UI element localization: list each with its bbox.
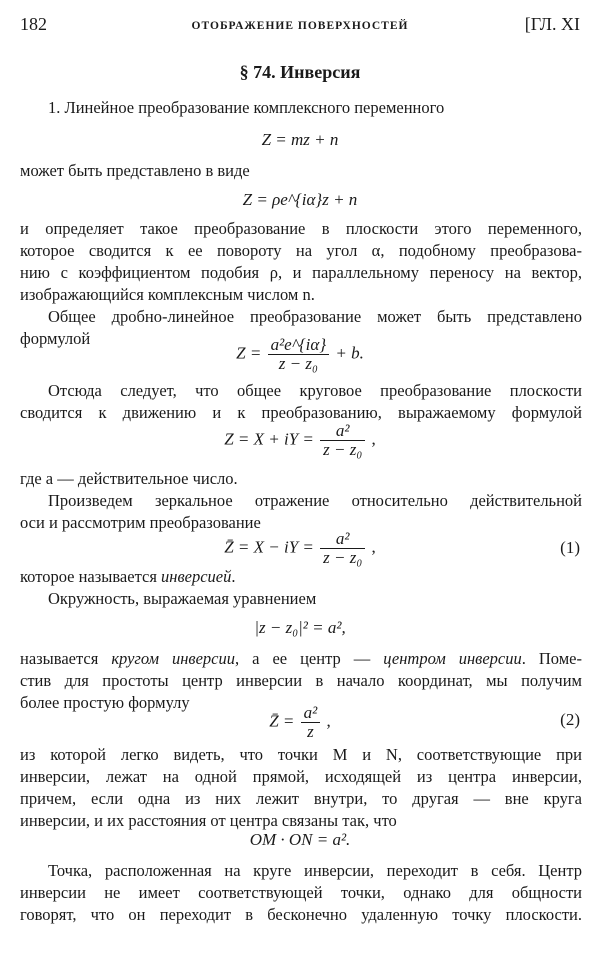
formula-text: Z = mz + n [261, 130, 339, 149]
paragraph-11 [20, 744, 582, 832]
fraction [320, 530, 365, 567]
paragraph-9 [20, 588, 582, 610]
page-number: 182 [20, 14, 47, 34]
text-line: 1. Линейное преобразование комплексного переменного [48, 98, 445, 117]
formula-lhs: Z = [236, 343, 262, 363]
text-line: Произведем зеркальное отражение относительно действительной [48, 491, 582, 510]
text-line: стив для простоты центр инверсии в начало координат, мы получим [20, 671, 582, 690]
fraction-denominator: z − z₀ [323, 548, 363, 567]
text-line: которое сводится к ее повороту на угол α, подобному преобразова- [20, 241, 582, 260]
text-run: . [231, 567, 236, 586]
formula-rhs: + b. [335, 343, 364, 363]
text-line [20, 566, 582, 588]
text-line: Общее дробно-линейное преобразование может быть представлено [48, 307, 582, 326]
formula-simple-inversion [0, 704, 600, 741]
formula-linear [0, 130, 600, 150]
formula-inversion [0, 530, 600, 567]
formula-text: |z − z₀|² = a², [254, 618, 346, 637]
formula-circular [0, 422, 600, 459]
text-line: формулой [20, 329, 91, 348]
text-run: . Поме- [521, 649, 582, 668]
text-line: нию с коэффициентом подобия ρ, и параллельному переносу на вектор, [20, 263, 582, 282]
text-line: более простую формулу [20, 693, 190, 712]
running-title: ОТОБРАЖЕНИЕ ПОВЕРХНОСТЕЙ [191, 20, 409, 32]
term-inversion: инверсией [161, 567, 232, 586]
paragraph-1 [20, 97, 582, 119]
formula-fractional-linear [0, 336, 600, 373]
fraction-denominator: z [307, 722, 314, 741]
fraction [320, 422, 365, 459]
fraction-denominator: z − z₀ [278, 354, 318, 373]
text-run: которое называется [20, 567, 162, 586]
text-line: инверсии, лежат на одной прямой, исходящей из центра инверсии, [20, 767, 582, 786]
text-line: Отсюда следует, что общее круговое преобразование плоскости [48, 381, 582, 400]
text-run: называется [20, 649, 112, 668]
formula-lhs: Z = X + iY = [224, 429, 314, 449]
fraction [268, 336, 330, 373]
formula-text: OM · ON = a². [249, 830, 351, 849]
fraction-numerator: a² [320, 422, 365, 441]
text-line: инверсии, и их расстояния от центра связаны так, что [20, 811, 397, 830]
paragraph-5 [20, 380, 582, 424]
text-line: говорят, что он переходит в бесконечно удаленную точку плоскости. [20, 905, 582, 924]
term-center-of-inversion: центром инверсии [383, 649, 522, 668]
term-circle-of-inversion: кругом инверсии [111, 649, 235, 668]
formula-circle [0, 618, 600, 638]
text-line: из которой легко видеть, что точки M и N, соответствующие при [20, 745, 582, 764]
paragraph-7 [20, 490, 582, 534]
fraction [301, 704, 321, 741]
text-line: Окружность, выражаемая уравнением [48, 589, 317, 608]
paragraph-12 [20, 860, 582, 926]
text-line: оси и рассмотрим преобразование [20, 513, 261, 532]
equation-number: (2) [560, 710, 580, 729]
chapter-label: [ГЛ. XI [524, 14, 580, 34]
formula-rotation [0, 190, 600, 210]
formula-lhs: Z̄ = X − iY = [224, 537, 314, 557]
text-line: причем, если одна из них лежит внутри, то другая — вне круга [20, 789, 582, 808]
text-line [20, 648, 582, 670]
section-title: § 74. Инверсия [239, 62, 361, 82]
paragraph-3 [20, 218, 582, 306]
text-line: сводится к движению и к преобразованию, выражаемому формулой [20, 403, 582, 422]
text-line: где a — действительное число. [20, 469, 238, 488]
text-line: изображающийся комплексным числом n. [20, 285, 315, 304]
paragraph-6 [20, 468, 582, 490]
text-run: , а ее центр — [234, 649, 384, 668]
fraction-numerator: a² [301, 704, 321, 723]
text-line: и определяет такое преобразование в плоскости этого переменного, [20, 219, 582, 238]
formula-rhs: , [371, 429, 376, 449]
paragraph-8 [20, 566, 582, 588]
text-line: инверсии не имеет соответствующей точки, однако для общности [20, 883, 582, 902]
formula-rhs: , [326, 711, 331, 731]
formula-text: Z = ρe^{iα}z + n [242, 190, 358, 209]
text-line: Точка, расположенная на круге инверсии, переходит в себя. Центр [48, 861, 582, 880]
formula-distance [0, 830, 600, 850]
text-line: может быть представлено в виде [20, 161, 250, 180]
formula-rhs: , [371, 537, 376, 557]
fraction-numerator: a²e^{iα} [268, 336, 330, 355]
fraction-denominator: z − z₀ [323, 440, 363, 459]
paragraph-2 [20, 160, 582, 182]
formula-lhs: Z̄ = [269, 711, 295, 731]
fraction-numerator: a² [320, 530, 365, 549]
equation-number: (1) [560, 538, 580, 557]
